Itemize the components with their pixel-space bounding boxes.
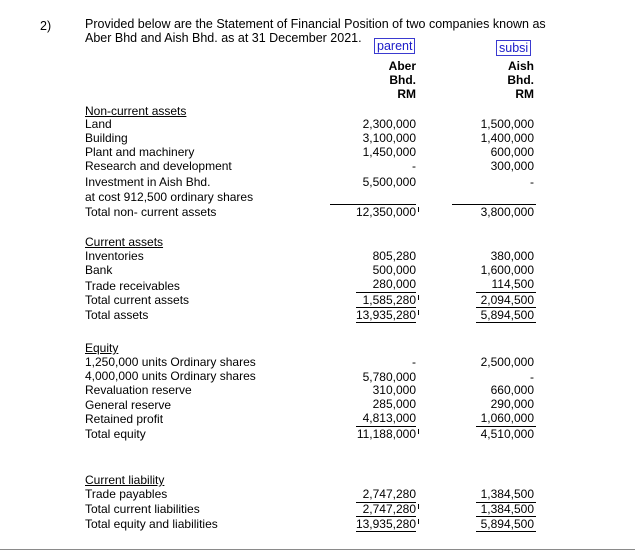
subsi-annotation: subsi (496, 40, 531, 56)
trade-payables-aber: 2,747,280 (362, 487, 416, 501)
rule-tel-bottom-aish (476, 531, 536, 532)
total-current-liabilities-aber: 2,747,280 (362, 502, 416, 516)
bank-aber: 500,000 (372, 263, 416, 277)
total-nca-aish: 3,800,000 (480, 205, 534, 219)
trade-payables-aish: 1,384,500 (480, 487, 534, 501)
total-current-liabilities-aish: 1,384,500 (480, 502, 534, 516)
retained-profit-aber: 4,813,000 (362, 411, 416, 425)
total-current-liabilities-label: Total current liabilities (85, 502, 200, 516)
current-liability-heading: Current liability (85, 473, 165, 487)
plant-aber: 1,450,000 (362, 145, 416, 159)
aber-header-3: RM (397, 87, 416, 101)
bank-aish: 1,600,000 (480, 263, 534, 277)
total-assets-label: Total assets (85, 308, 149, 322)
rule-tel-bottom-aber (356, 531, 416, 532)
aish-header-2: Bhd. (507, 73, 534, 87)
investment-aber: 5,500,000 (362, 175, 416, 189)
general-reserve-label: General reserve (85, 398, 172, 412)
equity-heading: Equity (85, 341, 119, 355)
shares-1250-aish: 2,500,000 (480, 355, 534, 369)
aish-header-3: RM (515, 87, 534, 101)
revaluation-label: Revaluation reserve (85, 383, 192, 397)
total-equity-liabilities-aish: 5,894,500 (480, 517, 534, 531)
revaluation-aber: 310,000 (372, 383, 416, 397)
inventories-aber: 805,280 (372, 249, 416, 263)
total-assets-aish: 5,894,500 (480, 308, 534, 322)
inventories-aish: 380,000 (490, 249, 534, 263)
total-equity-aber: 11,188,000 (356, 427, 416, 441)
trade-payables-label: Trade payables (85, 487, 168, 501)
intro-line-2: Aber Bhd and Aish Bhd. as at 31 December 2021. (85, 31, 362, 45)
total-current-assets-label: Total current assets (85, 293, 190, 307)
total-equity-liabilities-label: Total equity and liabilities (85, 517, 218, 531)
parent-annotation: parent (374, 38, 415, 54)
inventories-label: Inventories (85, 249, 144, 263)
shares-4000-aish: - (530, 370, 534, 384)
non-current-heading: Non-current assets (85, 104, 187, 118)
building-aish: 1,400,000 (480, 131, 534, 145)
receivables-label: Trade receivables (85, 279, 180, 293)
land-aber: 2,300,000 (362, 117, 416, 131)
shares-4000-label: 4,000,000 units Ordinary shares (85, 369, 256, 383)
plant-aish: 600,000 (490, 145, 534, 159)
total-current-assets-aish: 2,094,500 (480, 293, 534, 307)
total-equity-aish: 4,510,000 (480, 427, 534, 441)
tick-ca-aber (418, 295, 419, 300)
shares-4000-aber: 5,780,000 (362, 370, 416, 384)
tick-nca-aber (418, 207, 419, 212)
building-label: Building (85, 131, 128, 145)
land-aish: 1,500,000 (480, 117, 534, 131)
land-label: Land (85, 117, 112, 131)
rnd-aish: 300,000 (490, 159, 534, 173)
general-reserve-aber: 285,000 (372, 397, 416, 411)
receivables-aber: 280,000 (372, 277, 416, 291)
total-assets-aber: 13,935,280 (355, 308, 416, 322)
building-aber: 3,100,000 (362, 131, 416, 145)
current-assets-heading: Current assets (85, 235, 164, 249)
rnd-label: Research and development (85, 159, 232, 173)
general-reserve-aish: 290,000 (490, 397, 534, 411)
intro-line-1: Provided below are the Statement of Financial Position of two companies known as (85, 17, 546, 31)
investment-label: Investment in Aish Bhd. (85, 175, 211, 189)
tick-tel-aber (418, 519, 419, 524)
investment-note: at cost 912,500 ordinary shares (85, 190, 254, 204)
total-nca-aber: 12,350,000 (355, 205, 416, 219)
rule-ta-bottom-aber (356, 322, 416, 323)
total-nca-label: Total non- current assets (85, 205, 217, 219)
retained-profit-label: Retained profit (85, 412, 164, 426)
investment-aish: - (530, 175, 534, 189)
total-equity-label: Total equity (85, 427, 146, 441)
aber-header-2: Bhd. (389, 73, 416, 87)
aber-header-1: Aber (388, 59, 416, 73)
rnd-aber: - (412, 159, 416, 173)
revaluation-aish: 660,000 (490, 383, 534, 397)
receivables-aish: 114,500 (491, 277, 534, 291)
bank-label: Bank (85, 263, 113, 277)
question-number: 2) (40, 19, 52, 33)
plant-label: Plant and machinery (85, 145, 195, 159)
aish-header-1: Aish (507, 59, 534, 73)
shares-1250-aber: - (412, 355, 416, 369)
shares-1250-label: 1,250,000 units Ordinary shares (85, 355, 256, 369)
total-current-assets-aber: 1,585,280 (362, 293, 416, 307)
tick-cl-aber (418, 504, 419, 509)
tick-ta-aber (418, 310, 419, 315)
rule-ta-bottom-aish (476, 322, 536, 323)
retained-profit-aish: 1,060,000 (480, 411, 534, 425)
page-bottom-divider (0, 549, 635, 550)
tick-eq-aber (418, 429, 419, 434)
total-equity-liabilities-aber: 13,935,280 (355, 517, 416, 531)
